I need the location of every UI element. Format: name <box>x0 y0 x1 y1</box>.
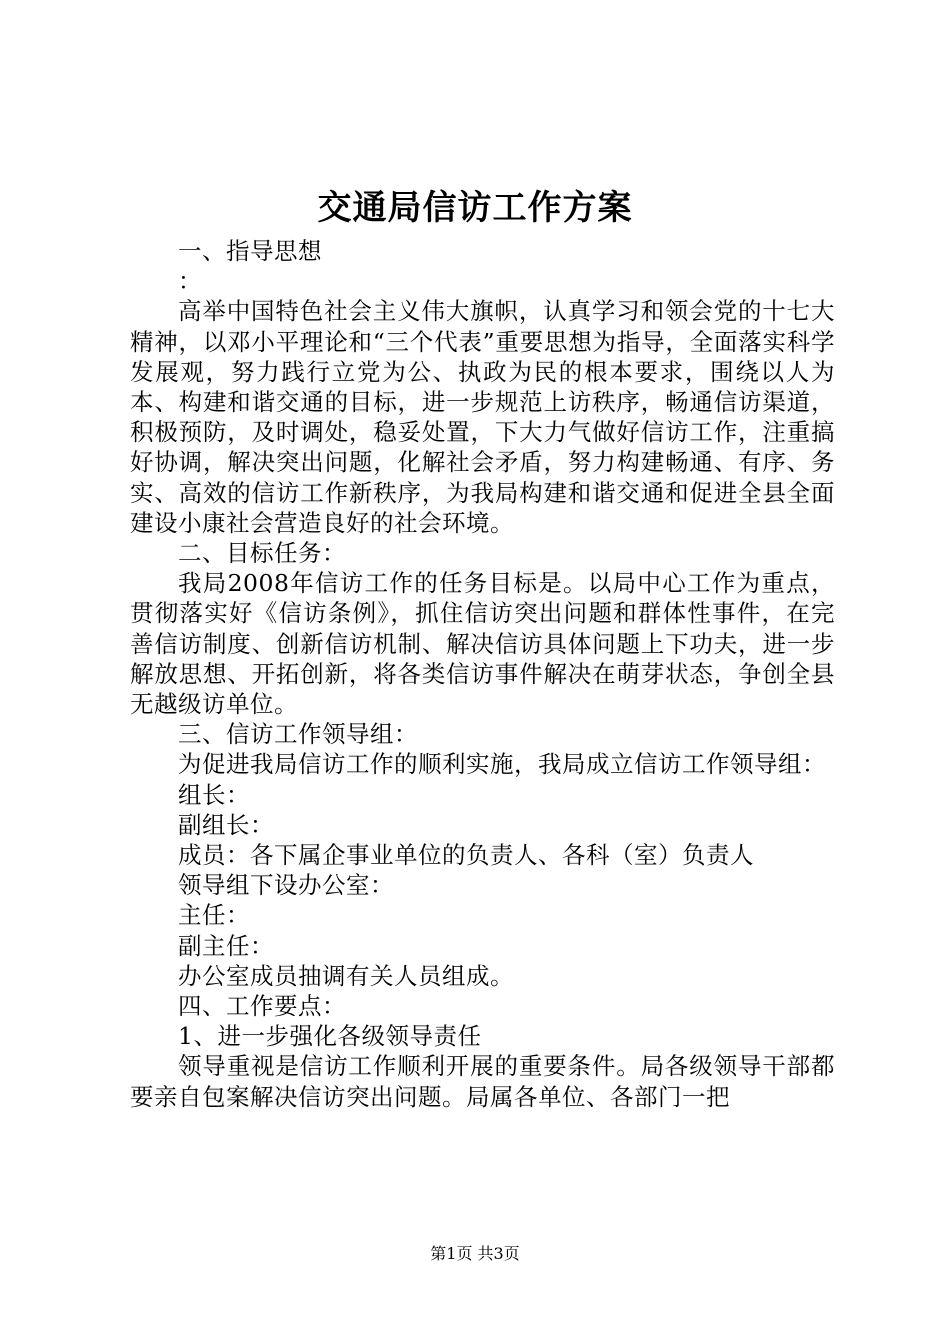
document-body <box>130 236 835 1112</box>
paragraph-leadership-group: 为促进我局信访工作的顺利实施，我局成立信访工作领导组： <box>178 750 826 779</box>
work-point-item-1: 1、进一步强化各级领导责任 <box>178 1022 482 1051</box>
office-members-line: 办公室成员抽调有关人员组成。 <box>178 961 514 990</box>
paragraph-work-points: 领导重视是信访工作顺利开展的重要条件。局各级领导干部都要亲自包案解决信访突出问题。局属各单位、各部门一把 <box>130 1052 835 1111</box>
page-footer: 第1页 共3页 <box>430 1244 520 1263</box>
paragraph-guiding-thought: 高举中国特色社会主义伟大旗帜，认真学习和领会党的十七大精神，以邓小平理论和“三个代表”重要思想为指导，全面落实科学发展观，努力践行立党为公、执政为民的根本要求，围绕以人为本、构建和谐交通的目标，进一步规范上访秩序，畅通信访渠道，积极预防，及时调处，稳妥处置，下大力气做好信访工作，注重搞好协调，解决突出问题，化解社会矛盾，努力构建畅通、有序、务实、高效的信访工作新秩序，为我局构建和谐交通和促进全县全面建设小康社会营造良好的社会环境。 <box>130 297 835 537</box>
members-line: 成员：各下属企事业单位的负责人、各科（室）负责人 <box>178 841 754 870</box>
section-heading-colon: ： <box>178 267 202 296</box>
section-heading-leadership-group: 三、信访工作领导组： <box>178 720 418 749</box>
deputy-leader-line: 副组长： <box>178 810 274 839</box>
office-line: 领导组下设办公室： <box>178 871 394 900</box>
deputy-director-line: 副主任： <box>178 931 274 960</box>
section-heading-goals: 二、目标任务： <box>178 539 346 568</box>
paragraph-goals: 我局2008年信访工作的任务目标是。以局中心工作为重点，贯彻落实好《信访条例》，抓住信访突出问题和群体性事件，在完善信访制度、创新信访机制、解决信访具体问题上下功夫，进一步解放思想、开拓创新，将各类信访事件解决在萌芽状态，争创全县无越级访单位。 <box>130 569 835 719</box>
leader-line: 组长： <box>178 780 250 809</box>
section-heading-guiding-thought: 一、指导思想 <box>178 237 322 265</box>
section-heading-work-points: 四、工作要点： <box>178 992 346 1021</box>
document-title: 交通局信访工作方案 <box>317 188 633 228</box>
director-line: 主任： <box>178 901 250 930</box>
